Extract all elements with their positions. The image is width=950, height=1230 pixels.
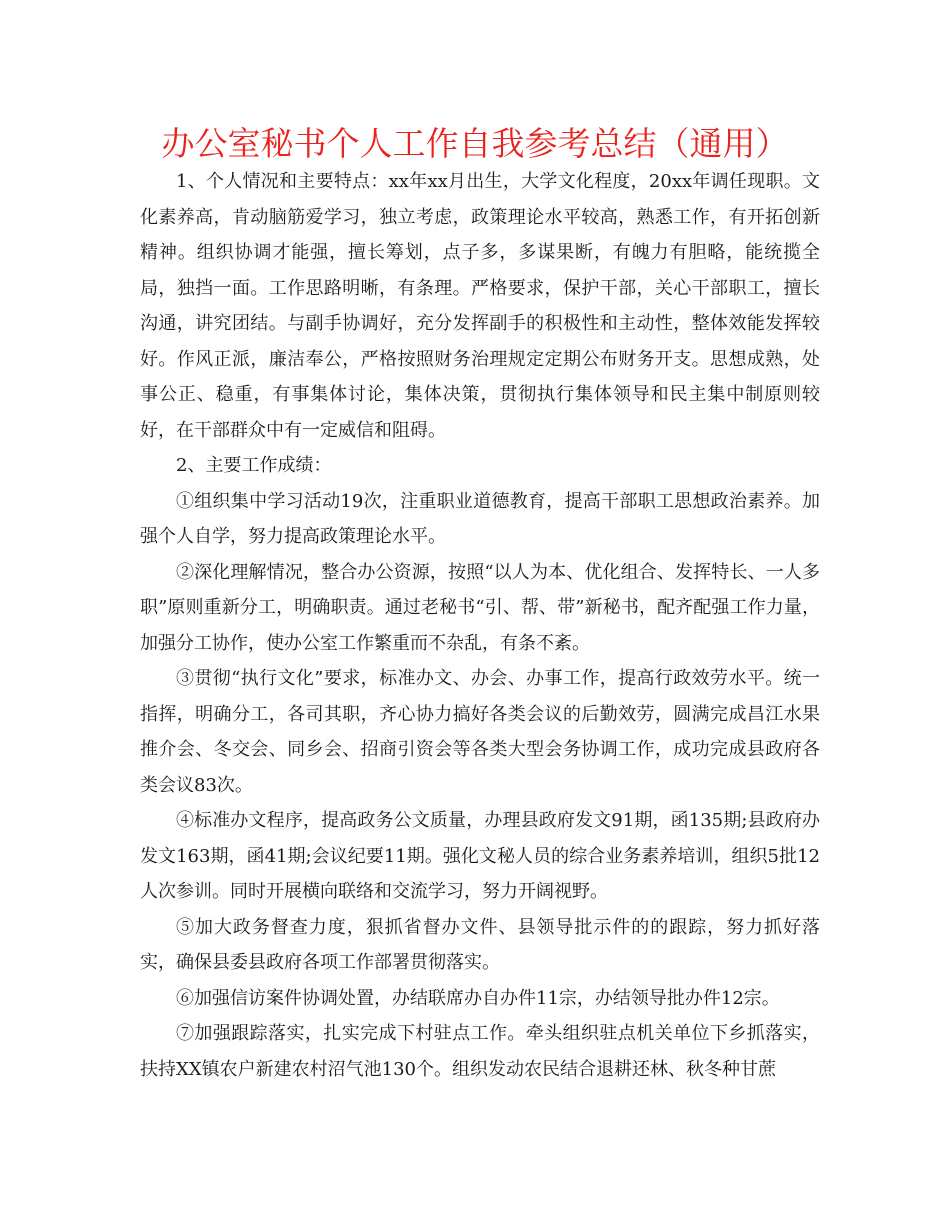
paragraph-achievements-heading: 2、主要工作成绩： xyxy=(176,455,332,476)
paragraph-item-5: ⑤加大政务督查力度，狠抓省督办文件、县领导批示件的的跟踪，努力抓好落实，确保县委县政府各项工作部署贯彻落实。 xyxy=(140,916,820,973)
paragraph-personal-info: 1、个人情况和主要特点：xx年xx月出生，大学文化程度，20xx年调任现职。文化素养高，肯动脑筋爱学习，独立考虑，政策理论水平较高，熟悉工作，有开拓创新精神。组织协调才能强，擅长筹划，点子多，多谋果断，有魄力有胆略，能统揽全局，独挡一面。工作思路明晰，有条理。严格要求，保护干部，关心干部职工，擅长沟通，讲究团结。与副手协调好，充分发挥副手的积极性和主动性，整体效能发挥较好。作风正派，廉洁奉公，严格按照财务治理规定定期公布财务开支。思想成熟，处事公正、稳重，有事集体讨论，集体决策，贯彻执行集体领导和民主集中制原则较好，在干部群众中有一定威信和阻碍。 xyxy=(140,171,820,441)
paragraph-item-2: ②深化理解情况，整合办公资源，按照“以人为本、优化组合、发挥特长、一人多职”原则重新分工，明确职责。通过老秘书“引、帮、带”新秘书，配齐配强工作力量，加强分工协作，使办公室工作繁重而不杂乱，有条不紊。 xyxy=(140,561,820,654)
paragraph-item-4: ④标准办文程序，提高政务公文质量，办理县政府发文91期，函135期;县政府办发文163期，函41期;会议纪要11期。强化文秘人员的综合业务素养培训，组织5批12人次参训。同时开展横向联络和交流学习，努力开阔视野。 xyxy=(140,810,820,902)
paragraph-item-7: ⑦加强跟踪落实，扎实完成下村驻点工作。牵头组织驻点机关单位下乡抓落实，扶持XX镇农户新建农村沼气池130个。组织发动农民结合退耕还林、秋冬种甘蔗 xyxy=(140,1023,820,1080)
paragraph-item-1: ①组织集中学习活动19次，注重职业道德教育，提高干部职工思想政治素养。加强个人自学，努力提高政策理论水平。 xyxy=(140,490,820,547)
paragraph-item-3: ③贯彻“执行文化”要求，标准办文、办会、办事工作，提高行政效劳水平。统一指挥，明确分工，各司其职，齐心协力搞好各类会议的后勤效劳，圆满完成昌江水果推介会、冬交会、同乡会、招商引资会等各类大型会务协调工作，成功完成县政府各类会议83次。 xyxy=(140,668,820,796)
document-body xyxy=(140,164,820,1087)
paragraph-item-6: ⑥加强信访案件协调处置，办结联席办自办件11宗，办结领导批办件12宗。 xyxy=(176,987,780,1009)
document-title: 办公室秘书个人工作自我参考总结（通用） xyxy=(161,124,789,163)
